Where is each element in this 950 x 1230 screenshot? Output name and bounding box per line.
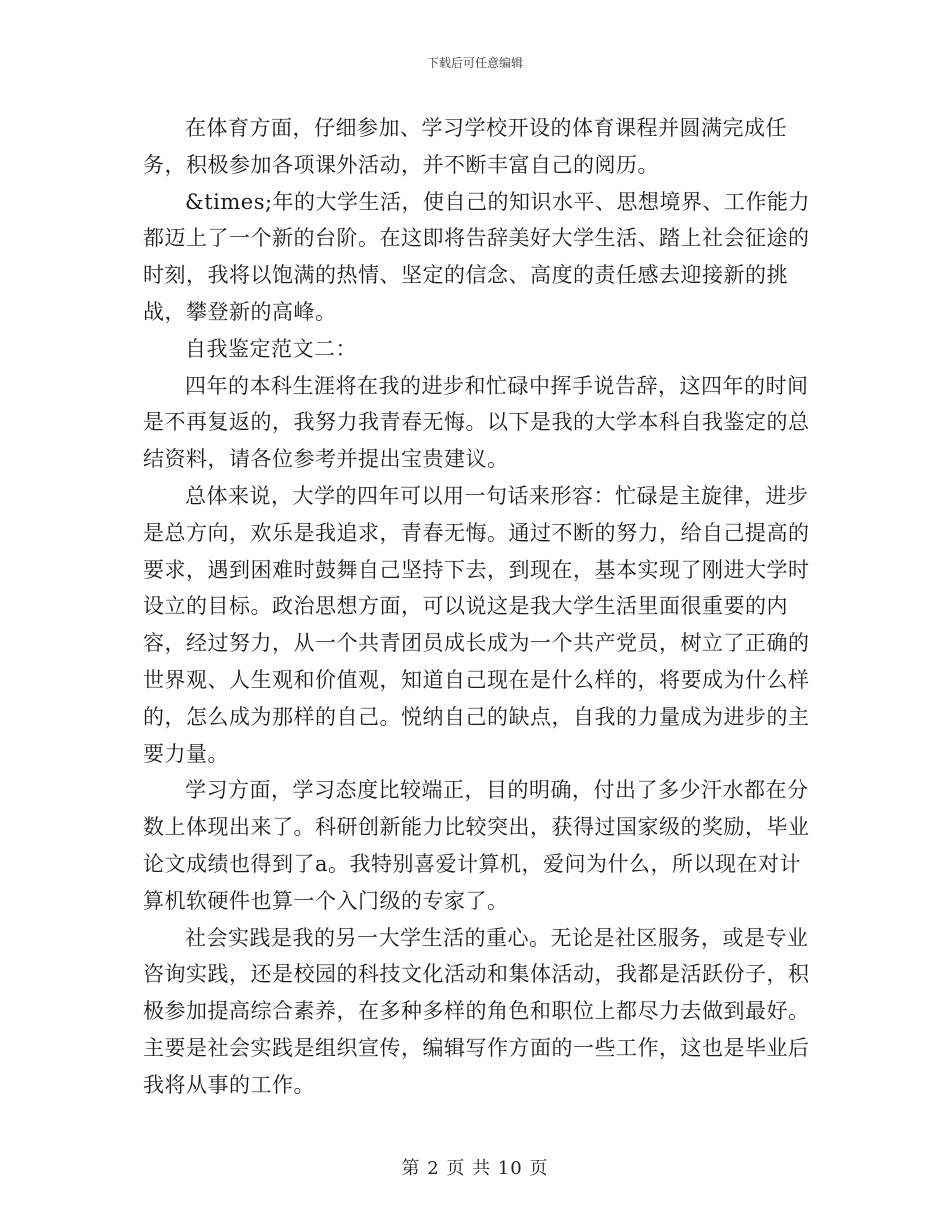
page-header: 下载后可任意编辑 (426, 56, 523, 70)
paragraph-intro: 四年的本科生涯将在我的进步和忙碌中挥手说告辞，这四年的时间是不再复返的，我努力我青春无悔。以下是我的大学本科自我鉴定的总结资料，请各位参考并提出宝贵建议。 (143, 373, 810, 472)
section-heading: 自我鉴定范文二： (185, 336, 357, 361)
paragraph-social-practice: 社会实践是我的另一大学生活的重心。无论是社区服务，或是专业咨询实践，还是校园的科技文化活动和集体活动，我都是活跃份子，积极参加提高综合素养，在多种多样的角色和职位上都尽力去做到最好。主要是社会实践是组织宣传，编辑写作方面的一些工作，这也是毕业后我将从事的工作。 (143, 925, 810, 1097)
document-body (143, 110, 813, 1104)
paragraph-study: 学习方面，学习态度比较端正，目的明确，付出了多少汗水都在分数上体现出来了。科研创新能力比较突出，获得过国家级的奖励，毕业论文成绩也得到了a。我特别喜爱计算机，爱问为什么，所以现在对计算机软硬件也算一个入门级的专家了。 (143, 778, 810, 913)
paragraph-overall: 总体来说，大学的四年可以用一句话来形容：忙碌是主旋律，进步是总方向，欢乐是我追求，青春无悔。通过不断的努力，给自己提高的要求，遇到困难时鼓舞自己坚持下去，到现在，基本实现了刚进大学时设立的目标。政治思想方面，可以说这是我大学生活里面很重要的内容，经过努力，从一个共青团员成长成为一个共产党员，树立了正确的世界观、人生观和价值观，知道自己现在是什么样的，将要成为什么样的，怎么成为那样的自己。悦纳自己的缺点，自我的力量成为进步的主要力量。 (143, 483, 810, 766)
paragraph-sports: 在体育方面，仔细参加、学习学校开设的体育课程并圆满完成任务，积极参加各项课外活动，并不断丰富自己的阅历。 (143, 116, 787, 177)
paragraph-university-life: &times;年的大学生活，使自己的知识水平、思想境界、工作能力都迈上了一个新的台阶。在这即将告辞美好大学生活、踏上社会征途的时刻，我将以饱满的热情、坚定的信念、高度的责任感去迎接新的挑战，攀登新的高峰。 (143, 189, 811, 324)
page-footer: 第 2 页 共 10 页 (401, 1158, 549, 1179)
